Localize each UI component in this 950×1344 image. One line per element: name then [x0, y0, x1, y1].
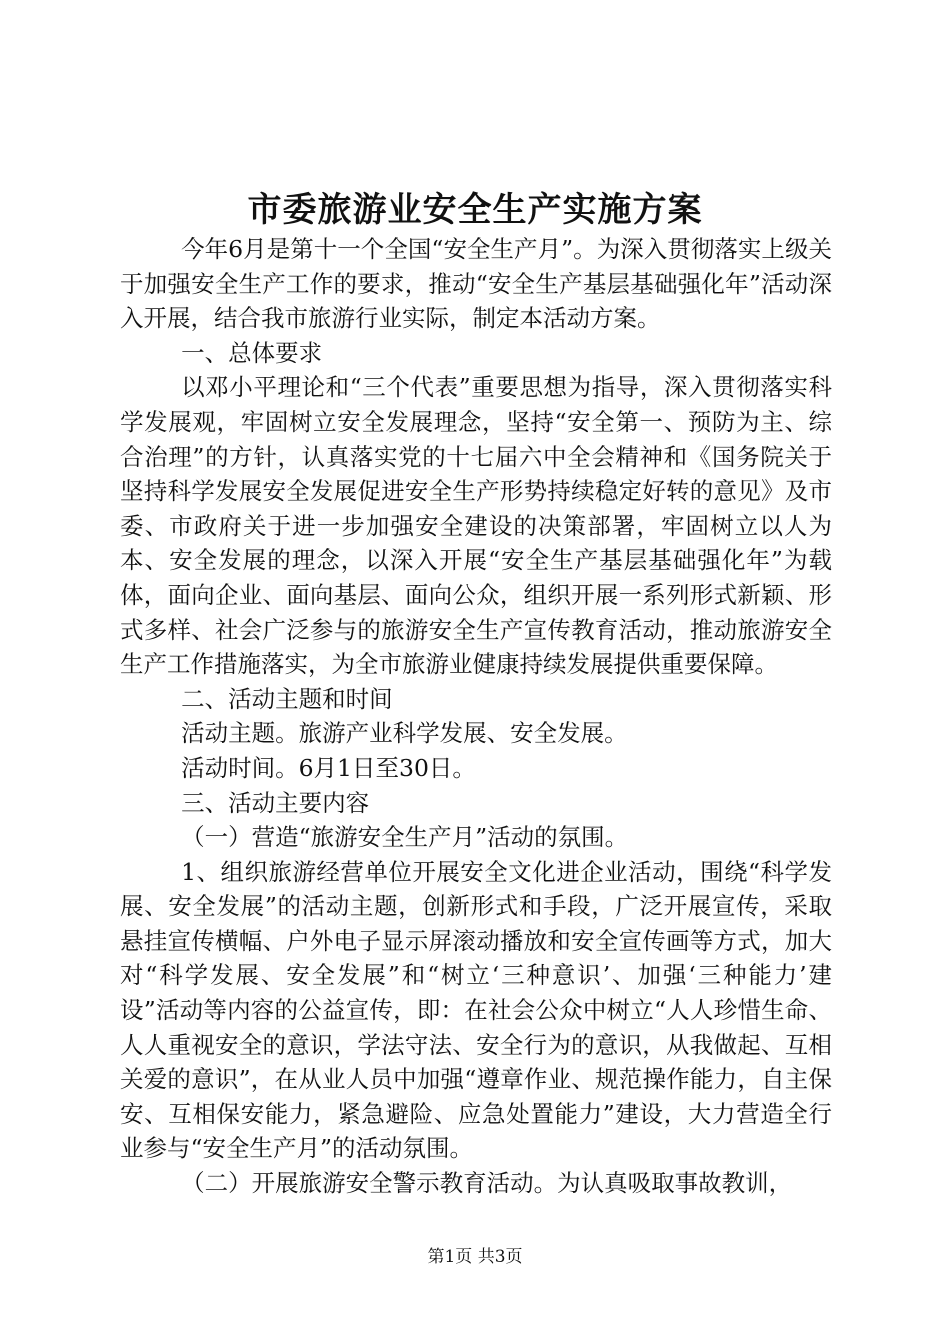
section-heading-theme-and-time: 二、活动主题和时间	[181, 684, 393, 713]
general-requirements-paragraph: 以邓小平理论和“三个代表”重要思想为指导，深入贯彻落实科学发展观，牢固树立安全发展理念，坚持“安全第一、预防为主、综合治理”的方针，认真落实党的十七届六中全会精神和《国务院关于坚持科学发展安全发展促进安全生产形势持续稳定好转的意见》及市委、市政府关于进一步加强安全建设的决策部署，牢固树立以人为本、安全发展的理念，以深入开展“安全生产基层基础强化年”为载体，面向企业、面向基层、面向公众，组织开展一系列形式新颖、形式多样、社会广泛参与的旅游安全生产宣传教育活动，推动旅游安全生产工作措施落实，为全市旅游业健康持续发展提供重要保障。	[120, 373, 832, 679]
activity-time-line: 活动时间。6月1日至30日。	[181, 753, 476, 782]
page-footer: 第1页 共3页	[427, 1247, 523, 1267]
activity-theme-line: 活动主题。旅游产业科学发展、安全发展。	[181, 719, 628, 748]
item-1-paragraph: 1、组织旅游经营单位开展安全文化进企业活动，围绕“科学发展、安全发展”的活动主题，创新形式和手段，广泛开展宣传，采取悬挂宣传横幅、户外电子显示屏滚动播放和安全宣传画等方式，加大对“科学发展、安全发展”和“树立‘三种意识’、加强‘三种能力’建设”活动等内容的公益宣传，即：在社会公众中树立“人人珍惜生命、人人重视安全的意识，学法守法、安全行为的意识，从我做起、互相关爱的意识”，在从业人员中加强“遵章作业、规范操作能力，自主保安、互相保安能力，紧急避险、应急处置能力”建设，大力营造全行业参与“安全生产月”的活动氛围。	[120, 857, 832, 1163]
document-body	[120, 232, 832, 1201]
document-title: 市委旅游业安全生产实施方案	[247, 190, 703, 230]
section-heading-general-requirements: 一、总体要求	[181, 338, 323, 367]
section-heading-main-content: 三、活动主要内容	[181, 788, 370, 817]
subsection-heading-atmosphere: （一）营造“旅游安全生产月”活动的氛围。	[181, 823, 629, 852]
subsection-heading-warning-education: （二）开展旅游安全警示教育活动。为认真吸取事故教训，	[181, 1169, 793, 1198]
intro-paragraph: 今年6月是第十一个全国“安全生产月”。为深入贯彻落实上级关于加强安全生产工作的要求，推动“安全生产基层基础强化年”活动深入开展，结合我市旅游行业实际，制定本活动方案。	[120, 235, 832, 333]
